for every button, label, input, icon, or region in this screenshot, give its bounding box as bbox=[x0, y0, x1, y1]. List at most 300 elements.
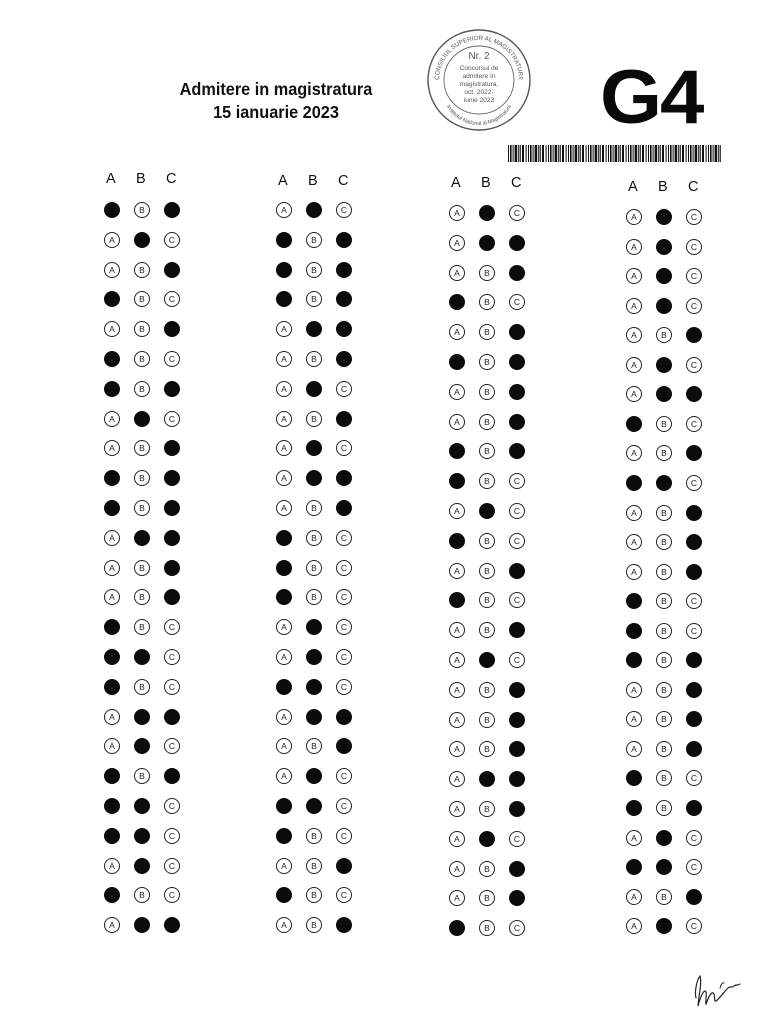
bubble-letter: A bbox=[454, 744, 460, 755]
barcode-bar bbox=[670, 145, 672, 162]
bubble-letter: B bbox=[661, 743, 667, 754]
filled-bubble-c bbox=[336, 232, 352, 248]
bubble-letter: B bbox=[661, 566, 667, 577]
bubble-letter: C bbox=[340, 681, 348, 692]
barcode-bar bbox=[573, 145, 574, 162]
filled-bubble-a bbox=[276, 232, 292, 248]
filled-bubble-b bbox=[306, 679, 322, 695]
option-header-c: C bbox=[166, 171, 177, 187]
barcode-bar bbox=[693, 145, 694, 162]
bubble-letter: A bbox=[454, 565, 460, 576]
bubble-letter: C bbox=[690, 773, 698, 784]
empty-bubble-b bbox=[479, 861, 495, 877]
filled-bubble-b bbox=[134, 411, 150, 427]
empty-bubble-b bbox=[656, 711, 672, 727]
empty-bubble-c bbox=[509, 592, 525, 608]
barcode-bar bbox=[562, 145, 564, 162]
empty-bubble-c bbox=[509, 831, 525, 847]
bubble-letter: A bbox=[454, 506, 460, 516]
empty-bubble-a bbox=[449, 384, 465, 400]
barcode-bar bbox=[530, 145, 532, 162]
filled-bubble-b bbox=[479, 503, 495, 519]
filled-bubble-b bbox=[306, 440, 322, 456]
filled-bubble-b bbox=[134, 798, 150, 814]
empty-bubble-b bbox=[656, 534, 672, 550]
empty-bubble-c bbox=[336, 649, 352, 665]
filled-bubble-c bbox=[686, 711, 702, 727]
empty-bubble-a bbox=[104, 232, 120, 248]
empty-bubble-b bbox=[134, 262, 150, 278]
filled-bubble-a bbox=[449, 294, 465, 310]
bubble-letter: A bbox=[631, 832, 637, 843]
barcode-bar bbox=[660, 145, 661, 162]
empty-bubble-b bbox=[134, 470, 150, 486]
bubble-letter: B bbox=[661, 625, 667, 636]
empty-bubble-a bbox=[626, 505, 642, 521]
bubble-letter: A bbox=[631, 300, 637, 311]
barcode-bar bbox=[610, 145, 612, 162]
barcode-bar bbox=[533, 145, 534, 162]
filled-bubble-a bbox=[104, 351, 120, 367]
bubble-letter: C bbox=[168, 890, 176, 901]
filled-bubble-a bbox=[104, 202, 120, 218]
barcode-bar bbox=[650, 145, 652, 162]
barcode-bar bbox=[578, 145, 579, 162]
empty-bubble-b bbox=[656, 564, 672, 580]
empty-bubble-b bbox=[479, 294, 495, 310]
bubble-letter: B bbox=[484, 714, 490, 725]
bubble-letter: A bbox=[281, 205, 287, 215]
empty-bubble-a bbox=[449, 831, 465, 847]
bubble-letter: C bbox=[513, 297, 521, 308]
bubble-letter: A bbox=[454, 237, 460, 248]
empty-bubble-b bbox=[306, 530, 322, 546]
empty-bubble-b bbox=[656, 652, 672, 668]
bubble-letter: B bbox=[139, 890, 145, 901]
bubble-letter: B bbox=[311, 532, 317, 543]
filled-bubble-b bbox=[656, 830, 672, 846]
filled-bubble-a bbox=[276, 828, 292, 844]
filled-bubble-b bbox=[306, 381, 322, 397]
bubble-letter: B bbox=[484, 893, 490, 904]
filled-bubble-c bbox=[686, 386, 702, 402]
bubble-letter: A bbox=[281, 443, 287, 454]
bubble-letter: B bbox=[484, 744, 490, 755]
bubble-letter: A bbox=[454, 833, 460, 844]
filled-bubble-c bbox=[509, 235, 525, 251]
filled-bubble-c bbox=[509, 712, 525, 728]
bubble-letter: C bbox=[690, 359, 698, 370]
filled-bubble-b bbox=[656, 475, 672, 491]
empty-bubble-a bbox=[449, 235, 465, 251]
empty-bubble-b bbox=[656, 416, 672, 432]
barcode-bar bbox=[542, 145, 544, 162]
filled-bubble-c bbox=[509, 682, 525, 698]
empty-bubble-b bbox=[479, 443, 495, 459]
empty-bubble-a bbox=[626, 534, 642, 550]
empty-bubble-b bbox=[306, 887, 322, 903]
barcode-bar bbox=[695, 145, 697, 162]
sheet-title bbox=[159, 78, 393, 124]
bubble-letter: A bbox=[454, 774, 460, 785]
barcode-bar bbox=[550, 145, 552, 162]
empty-bubble-c bbox=[164, 619, 180, 635]
bubble-letter: A bbox=[109, 860, 115, 871]
bubble-letter: A bbox=[281, 652, 287, 662]
empty-bubble-a bbox=[276, 202, 292, 218]
bubble-letter: A bbox=[631, 507, 637, 518]
bubble-letter: B bbox=[661, 507, 667, 518]
barcode-bar bbox=[633, 145, 634, 162]
bubble-letter: C bbox=[340, 383, 348, 394]
stamp-line: oct. 2022- bbox=[464, 89, 494, 96]
option-header-a: A bbox=[106, 171, 116, 187]
empty-bubble-a bbox=[626, 298, 642, 314]
filled-bubble-a bbox=[104, 798, 120, 814]
empty-bubble-b bbox=[656, 593, 672, 609]
barcode bbox=[508, 145, 722, 162]
empty-bubble-c bbox=[164, 679, 180, 695]
empty-bubble-b bbox=[656, 623, 672, 639]
filled-bubble-a bbox=[276, 291, 292, 307]
bubble-letter: A bbox=[454, 625, 460, 636]
empty-bubble-a bbox=[449, 503, 465, 519]
bubble-letter: A bbox=[109, 920, 115, 931]
bubble-letter: B bbox=[311, 860, 317, 871]
empty-bubble-a bbox=[104, 321, 120, 337]
empty-bubble-a bbox=[104, 917, 120, 933]
bubble-letter: B bbox=[661, 773, 667, 784]
filled-bubble-c bbox=[686, 505, 702, 521]
bubble-letter: B bbox=[661, 655, 667, 666]
empty-bubble-c bbox=[686, 239, 702, 255]
bubble-letter: A bbox=[109, 264, 115, 275]
official-stamp bbox=[426, 28, 532, 132]
barcode-bar bbox=[638, 145, 639, 162]
bubble-letter: C bbox=[168, 234, 176, 245]
filled-bubble-c bbox=[164, 500, 180, 516]
barcode-bar bbox=[526, 145, 527, 162]
empty-bubble-b bbox=[479, 354, 495, 370]
empty-bubble-c bbox=[336, 530, 352, 546]
bubble-letter: B bbox=[661, 714, 667, 725]
bubble-letter: B bbox=[484, 267, 490, 278]
bubble-letter: A bbox=[631, 330, 637, 341]
bubble-letter: B bbox=[661, 596, 667, 607]
filled-bubble-c bbox=[164, 470, 180, 486]
empty-bubble-b bbox=[479, 712, 495, 728]
empty-bubble-b bbox=[306, 500, 322, 516]
filled-bubble-b bbox=[134, 738, 150, 754]
empty-bubble-a bbox=[626, 682, 642, 698]
bubble-letter: A bbox=[454, 655, 460, 665]
filled-bubble-c bbox=[686, 564, 702, 580]
bubble-letter: C bbox=[513, 535, 521, 546]
bubble-letter: C bbox=[690, 241, 698, 252]
barcode-bar bbox=[620, 145, 621, 162]
bubble-letter: A bbox=[281, 413, 287, 424]
option-header-b: B bbox=[136, 171, 146, 187]
option-header-c: C bbox=[338, 173, 349, 189]
empty-bubble-a bbox=[626, 209, 642, 225]
barcode-bar bbox=[580, 145, 581, 162]
empty-bubble-c bbox=[686, 623, 702, 639]
filled-bubble-b bbox=[479, 205, 495, 221]
stamp-number: Nr. 2 bbox=[468, 51, 490, 62]
bubble-letter: A bbox=[109, 592, 115, 603]
bubble-letter: C bbox=[168, 830, 176, 841]
bubble-letter: A bbox=[109, 711, 115, 722]
barcode-bar bbox=[560, 145, 561, 162]
empty-bubble-b bbox=[306, 738, 322, 754]
filled-bubble-a bbox=[449, 354, 465, 370]
bubble-letter: B bbox=[311, 503, 317, 513]
empty-bubble-b bbox=[479, 265, 495, 281]
empty-bubble-a bbox=[626, 357, 642, 373]
empty-bubble-c bbox=[686, 357, 702, 373]
empty-bubble-c bbox=[509, 473, 525, 489]
empty-bubble-c bbox=[336, 560, 352, 576]
filled-bubble-a bbox=[276, 887, 292, 903]
filled-bubble-a bbox=[276, 530, 292, 546]
option-header-a: A bbox=[278, 173, 288, 189]
bubble-letter: B bbox=[139, 622, 145, 633]
bubble-letter: C bbox=[690, 596, 698, 607]
barcode-bar bbox=[520, 145, 521, 162]
empty-bubble-a bbox=[104, 560, 120, 576]
filled-bubble-b bbox=[656, 386, 672, 402]
filled-bubble-b bbox=[479, 831, 495, 847]
filled-bubble-c bbox=[336, 917, 352, 933]
barcode-bar bbox=[508, 145, 509, 162]
barcode-bar bbox=[600, 145, 601, 162]
filled-bubble-c bbox=[509, 414, 525, 430]
empty-bubble-b bbox=[134, 440, 150, 456]
bubble-letter: C bbox=[340, 771, 348, 782]
barcode-bar bbox=[518, 145, 519, 162]
bubble-letter: A bbox=[281, 771, 287, 782]
barcode-bar bbox=[642, 145, 644, 162]
filled-bubble-a bbox=[626, 859, 642, 875]
bubble-letter: B bbox=[484, 357, 490, 367]
filled-bubble-c bbox=[164, 589, 180, 605]
barcode-bar bbox=[568, 145, 569, 162]
barcode-bar bbox=[540, 145, 541, 162]
stamp-line: Concursul de bbox=[459, 65, 499, 72]
barcode-bar bbox=[602, 145, 604, 162]
filled-bubble-c bbox=[509, 324, 525, 340]
bubble-letter: C bbox=[168, 622, 176, 633]
empty-bubble-c bbox=[164, 649, 180, 665]
filled-bubble-a bbox=[276, 798, 292, 814]
empty-bubble-c bbox=[336, 679, 352, 695]
bubble-letter: C bbox=[168, 294, 176, 305]
empty-bubble-b bbox=[479, 741, 495, 757]
filled-bubble-c bbox=[164, 768, 180, 784]
bubble-letter: C bbox=[168, 741, 176, 752]
option-header-c: C bbox=[511, 175, 522, 191]
form-code: G4 bbox=[600, 55, 703, 140]
empty-bubble-b bbox=[134, 887, 150, 903]
bubble-letter: A bbox=[454, 208, 460, 218]
filled-bubble-a bbox=[626, 416, 642, 432]
filled-bubble-c bbox=[336, 262, 352, 278]
empty-bubble-a bbox=[449, 205, 465, 221]
empty-bubble-b bbox=[306, 828, 322, 844]
empty-bubble-c bbox=[686, 830, 702, 846]
empty-bubble-b bbox=[479, 324, 495, 340]
filled-bubble-c bbox=[336, 709, 352, 725]
filled-bubble-a bbox=[626, 800, 642, 816]
bubble-letter: A bbox=[631, 448, 637, 459]
empty-bubble-c bbox=[164, 291, 180, 307]
bubble-letter: C bbox=[340, 592, 348, 603]
empty-bubble-b bbox=[479, 801, 495, 817]
filled-bubble-b bbox=[134, 858, 150, 874]
bubble-letter: B bbox=[484, 416, 490, 427]
filled-bubble-b bbox=[656, 918, 672, 934]
bubble-letter: A bbox=[454, 863, 460, 874]
bubble-letter: A bbox=[109, 443, 115, 454]
filled-bubble-c bbox=[686, 889, 702, 905]
barcode-bar bbox=[706, 145, 707, 162]
empty-bubble-c bbox=[509, 920, 525, 936]
empty-bubble-b bbox=[479, 592, 495, 608]
filled-bubble-a bbox=[104, 381, 120, 397]
empty-bubble-a bbox=[104, 738, 120, 754]
empty-bubble-b bbox=[134, 500, 150, 516]
filled-bubble-c bbox=[509, 354, 525, 370]
signature bbox=[690, 968, 746, 1012]
empty-bubble-a bbox=[449, 265, 465, 281]
empty-bubble-c bbox=[509, 652, 525, 668]
filled-bubble-b bbox=[656, 298, 672, 314]
empty-bubble-a bbox=[449, 324, 465, 340]
filled-bubble-c bbox=[336, 500, 352, 516]
filled-bubble-b bbox=[134, 232, 150, 248]
filled-bubble-c bbox=[336, 858, 352, 874]
empty-bubble-a bbox=[104, 589, 120, 605]
bubble-letter: C bbox=[513, 833, 521, 844]
barcode-bar bbox=[535, 145, 537, 162]
empty-bubble-a bbox=[449, 771, 465, 787]
barcode-bar bbox=[598, 145, 599, 162]
bubble-letter: C bbox=[690, 921, 698, 932]
bubble-letter: C bbox=[690, 477, 698, 488]
bubble-letter: B bbox=[484, 595, 490, 606]
filled-bubble-b bbox=[306, 649, 322, 665]
filled-bubble-b bbox=[656, 268, 672, 284]
empty-bubble-b bbox=[479, 414, 495, 430]
option-header-b: B bbox=[658, 179, 668, 195]
filled-bubble-c bbox=[164, 262, 180, 278]
filled-bubble-b bbox=[306, 321, 322, 337]
barcode-bar bbox=[593, 145, 594, 162]
bubble-letter: B bbox=[311, 354, 317, 364]
empty-bubble-a bbox=[104, 440, 120, 456]
empty-bubble-c bbox=[686, 475, 702, 491]
empty-bubble-a bbox=[626, 564, 642, 580]
bubble-letter: C bbox=[513, 506, 521, 516]
filled-bubble-a bbox=[449, 533, 465, 549]
empty-bubble-c bbox=[164, 887, 180, 903]
bubble-letter: B bbox=[484, 446, 490, 457]
bubble-letter: B bbox=[484, 565, 490, 576]
bubble-letter: C bbox=[513, 208, 521, 218]
empty-bubble-b bbox=[479, 563, 495, 579]
empty-bubble-b bbox=[306, 560, 322, 576]
barcode-bar bbox=[546, 145, 547, 162]
bubble-letter: B bbox=[139, 562, 145, 573]
empty-bubble-c bbox=[336, 440, 352, 456]
empty-bubble-b bbox=[306, 262, 322, 278]
empty-bubble-b bbox=[306, 589, 322, 605]
bubble-letter: B bbox=[139, 473, 145, 484]
filled-bubble-b bbox=[479, 652, 495, 668]
bubble-letter: B bbox=[484, 386, 490, 397]
bubble-letter: B bbox=[661, 891, 667, 902]
filled-bubble-b bbox=[656, 859, 672, 875]
barcode-bar bbox=[553, 145, 554, 162]
bubble-letter: A bbox=[631, 684, 637, 695]
empty-bubble-a bbox=[276, 917, 292, 933]
bubble-letter: B bbox=[139, 205, 145, 215]
filled-bubble-c bbox=[686, 445, 702, 461]
empty-bubble-b bbox=[656, 800, 672, 816]
barcode-bar bbox=[528, 145, 529, 162]
empty-bubble-b bbox=[479, 384, 495, 400]
filled-bubble-a bbox=[276, 262, 292, 278]
empty-bubble-a bbox=[449, 652, 465, 668]
barcode-bar bbox=[575, 145, 577, 162]
filled-bubble-c bbox=[686, 682, 702, 698]
bubble-letter: C bbox=[340, 532, 348, 543]
option-header-c: C bbox=[688, 179, 699, 195]
barcode-bar bbox=[615, 145, 617, 162]
bubble-letter: A bbox=[281, 473, 287, 484]
barcode-bar bbox=[710, 145, 712, 162]
empty-bubble-c bbox=[164, 351, 180, 367]
filled-bubble-c bbox=[509, 384, 525, 400]
bubble-letter: A bbox=[281, 711, 287, 722]
empty-bubble-c bbox=[336, 589, 352, 605]
empty-bubble-b bbox=[656, 741, 672, 757]
empty-bubble-c bbox=[686, 209, 702, 225]
bubble-letter: B bbox=[139, 592, 145, 603]
empty-bubble-a bbox=[626, 918, 642, 934]
bubble-letter: A bbox=[631, 566, 637, 577]
barcode-bar bbox=[713, 145, 714, 162]
bubble-letter: A bbox=[281, 741, 287, 752]
barcode-bar bbox=[718, 145, 719, 162]
empty-bubble-a bbox=[449, 801, 465, 817]
empty-bubble-b bbox=[656, 682, 672, 698]
bubble-letter: C bbox=[513, 655, 521, 665]
barcode-bar bbox=[666, 145, 667, 162]
bubble-letter: B bbox=[661, 684, 667, 695]
bubble-letter: A bbox=[454, 416, 460, 427]
filled-bubble-b bbox=[306, 709, 322, 725]
barcode-bar bbox=[606, 145, 607, 162]
filled-bubble-b bbox=[134, 709, 150, 725]
bubble-letter: A bbox=[109, 532, 115, 543]
empty-bubble-c bbox=[336, 619, 352, 635]
stamp-line: magistratura, bbox=[459, 81, 499, 88]
empty-bubble-a bbox=[276, 440, 292, 456]
empty-bubble-b bbox=[656, 327, 672, 343]
empty-bubble-b bbox=[134, 321, 150, 337]
bubble-letter: B bbox=[311, 234, 317, 245]
